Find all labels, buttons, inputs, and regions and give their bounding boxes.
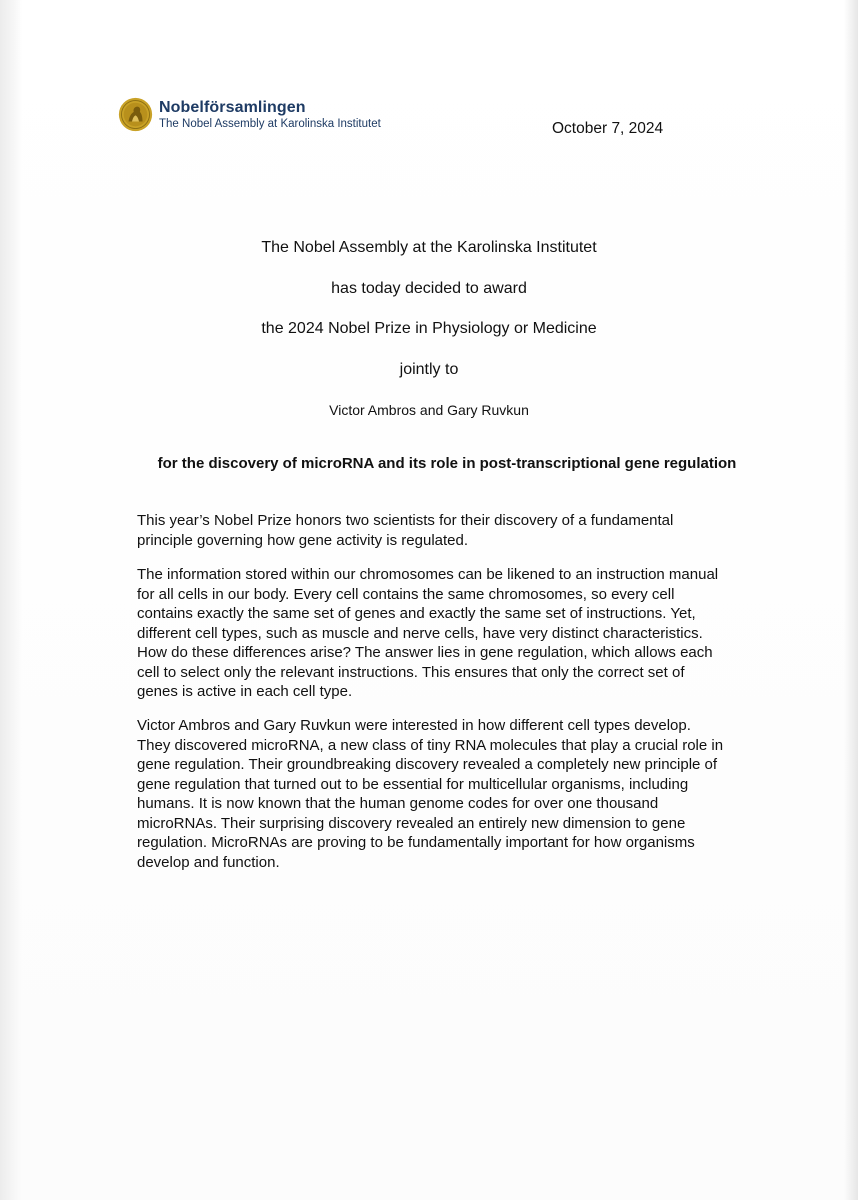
body-paragraph-intro: This year’s Nobel Prize honors two scientists for their discovery of a fundamental principle governing how gene activity is regulated. (137, 512, 674, 549)
nobel-medal-seal-icon (118, 97, 153, 132)
body-paragraph-chromosomes: The information stored within our chromosomes can be likened to an instruction manual for all cells in our body. Every cell contains the same chromosomes, so every cell contains exactly the same set of genes and exactly the same set of instructions. Yet, different cell types, such as muscle and nerve cells, have very distinct characteristics. How do these differences arise? The answer lies in gene regulation, which allows each cell to select only the relevant instructions. This ensures that only the correct set of genes is active in each cell type. (137, 566, 719, 700)
org-subtitle: The Nobel Assembly at Karolinska Institutet (159, 117, 381, 130)
announcement-line-assembly: The Nobel Assembly at the Karolinska Institutet (261, 239, 597, 256)
page-shadow-left (0, 0, 22, 1200)
body-paragraph-discovery: Victor Ambros and Gary Ruvkun were interested in how different cell types develop. They discovered microRNA, a new class of tiny RNA molecules that play a crucial role in gene regulation. Their groundbreaking discovery revealed a completely new principle of gene regulation that turned out to be essential for multicellular organisms, including humans. It is now known that the human genome codes for over one thousand microRNAs. Their surprising discovery revealed an entirely new dimension to gene regulation. MicroRNAs are proving to be fundamentally important for how organisms develop and function. (137, 717, 724, 871)
document-date: October 7, 2024 (552, 120, 664, 137)
prize-motivation: for the discovery of microRNA and its role in post-transcriptional gene regulation (157, 455, 737, 472)
org-name: Nobelförsamlingen (159, 98, 306, 116)
announcement-line-prize: the 2024 Nobel Prize in Physiology or Medicine (261, 320, 597, 337)
announcement-line-decision: has today decided to award (331, 280, 527, 297)
page-shadow-right (844, 0, 858, 1200)
laureate-names: Victor Ambros and Gary Ruvkun (329, 402, 529, 418)
announcement-line-jointly: jointly to (399, 361, 459, 378)
nobel-assembly-logo (118, 97, 381, 132)
